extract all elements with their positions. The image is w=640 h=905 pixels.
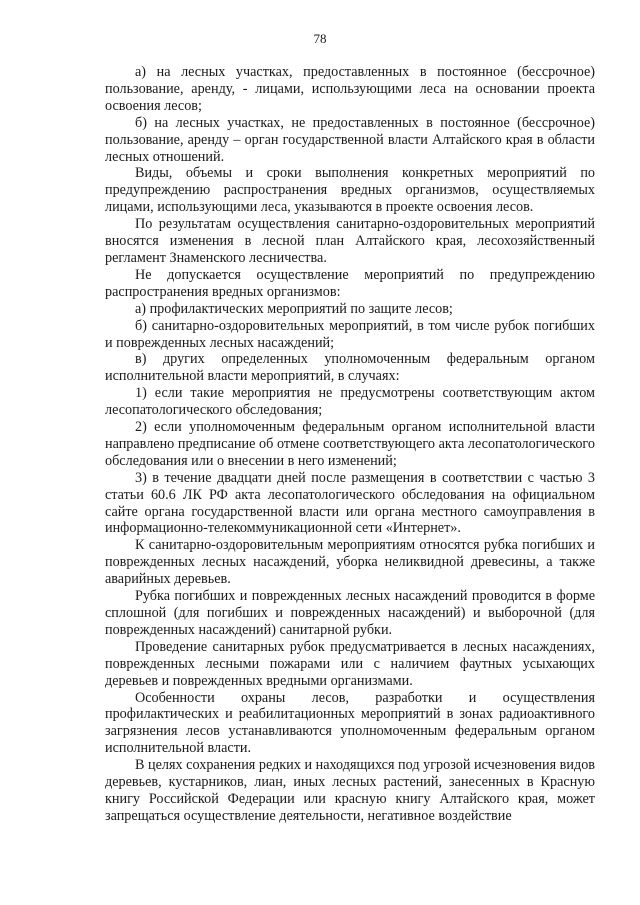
paragraph-11: 3) в течение двадцати дней после размещения в соответствии с частью 3 статьи 60.6 ЛК РФ акта лесопатологического обследования на официальном сайте органа государственной власти или органа местного самоуправления в информационно-телекоммуникационной сети «Интернет». bbox=[105, 469, 595, 537]
paragraph-4: По результатам осуществления санитарно-оздоровительных мероприятий вносятся изменения в лесной план Алтайского края, лесохозяйственный регламент Знаменского лесничества. bbox=[105, 216, 595, 266]
paragraph-10: 2) если уполномоченным федеральным органом исполнительной власти направлено предписание об отмене соответствующего акта лесопатологического обследования или о внесении в него изменений; bbox=[105, 419, 595, 469]
paragraph-6: а) профилактических мероприятий по защите лесов; bbox=[135, 300, 453, 317]
paragraph-2: б) на лесных участках, не предоставленных в постоянное (бессрочное) пользование, аренду – орган государственной власти Алтайского края в области лесных отношений. bbox=[105, 114, 595, 165]
paragraph-8: в) других определенных уполномоченным федеральным органом исполнительной власти мероприятий, в случаях: bbox=[105, 351, 595, 385]
paragraph-5: Не допускается осуществление мероприятий по предупреждению распространения вредных организмов: bbox=[105, 266, 595, 300]
paragraph-14: Проведение санитарных рубок предусматривается в лесных насаждениях, поврежденных лесными пожарами или с наличием фаутных усыхающих деревьев и поврежденных вредными организмами. bbox=[105, 638, 595, 689]
paragraph-13: Рубка погибших и поврежденных лесных насаждений проводится в форме сплошной (для погибших и поврежденных насаждений) и выборочной (для поврежденных насаждений) санитарной рубки. bbox=[105, 588, 595, 638]
page-number: 78 bbox=[313, 31, 327, 46]
paragraph-3: Виды, объемы и сроки выполнения конкретных мероприятий по предупреждению распространения вредных организмов, осуществляемых лицами, использующими леса, указываются в проекте освоения лесов. bbox=[105, 165, 595, 216]
paragraph-7: б) санитарно-оздоровительных мероприятий, в том числе рубок погибших и поврежденных лесных насаждений; bbox=[105, 317, 595, 351]
document-body bbox=[105, 64, 595, 825]
paragraph-1: а) на лесных участках, предоставленных в постоянное (бессрочное) пользование, аренду, - лицами, использующими леса на основании проекта освоения лесов; bbox=[105, 64, 595, 114]
paragraph-15: Особенности охраны лесов, разработки и осуществления профилактических и реабилитационных мероприятий в зонах радиоактивного загрязнения лесов устанавливаются уполномоченным федеральным органом исполнительной власти. bbox=[105, 689, 595, 757]
paragraph-16: В целях сохранения редких и находящихся под угрозой исчезновения видов деревьев, кустарников, лиан, иных лесных растений, занесенных в Красную книгу Российской Федерации или красную книгу Алтайского края, может запрещаться осуществление деятельности, негативное воздействие bbox=[105, 757, 595, 824]
paragraph-12: К санитарно-оздоровительным мероприятиям относятся рубка погибших и поврежденных лесных насаждений, уборка неликвидной древесины, а также аварийных деревьев. bbox=[105, 537, 595, 588]
paragraph-9: 1) если такие мероприятия не предусмотрены соответствующим актом лесопатологического обследования; bbox=[105, 385, 595, 419]
